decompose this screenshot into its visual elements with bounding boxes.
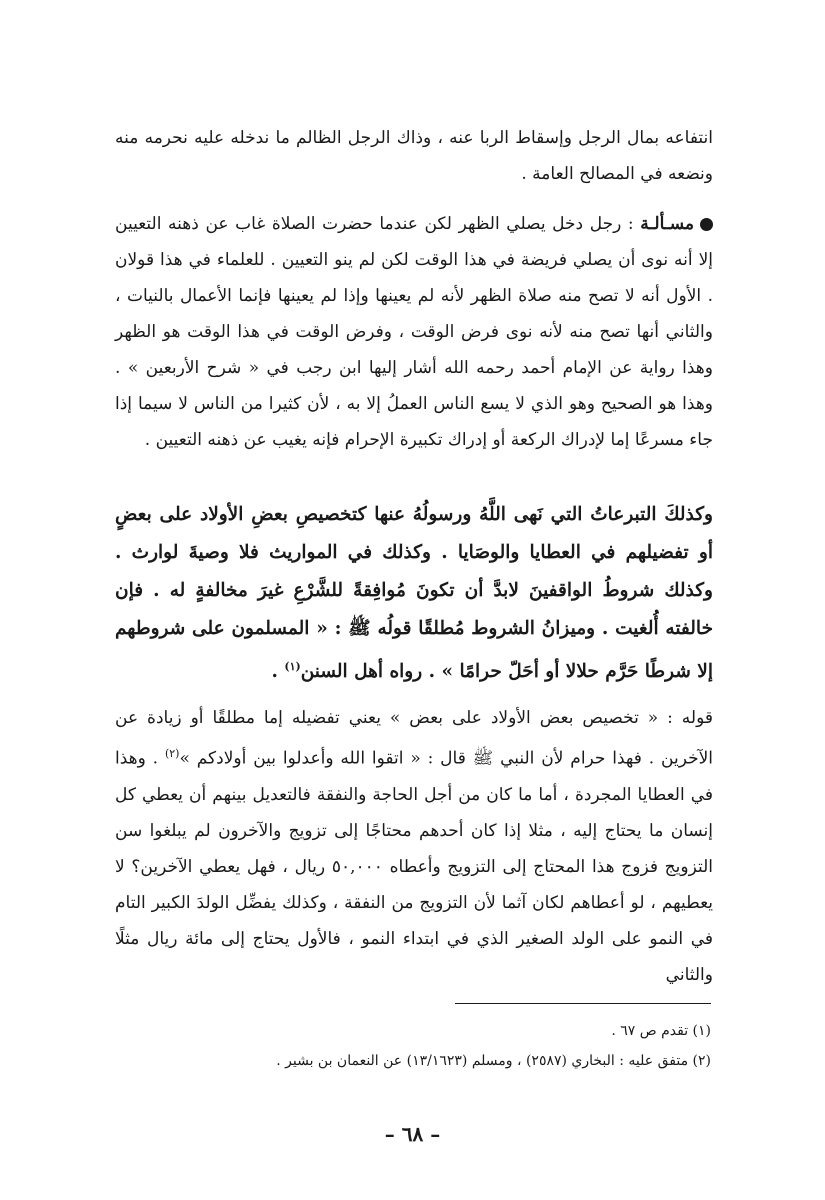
footnote-1: (١) تقدم ص ٦٧ . [611,1023,711,1039]
footnote-ref-2[interactable]: (٢) [164,747,180,760]
footnote-2: (٢) متفق عليه : البخاري (٢٥٨٧) ، ومسلم (١٣/١٦٢٣) عن النعمان بن بشير . [276,1053,711,1069]
footnote-divider [455,1003,711,1004]
paragraph-intro [115,120,713,192]
paragraph-matn [115,496,713,691]
commentary-text: قوله : « تخصيص بعض الأولاد على بعض » يعني تفضيله إما مطلقًا أو زيادة عن الآخرين . فهذا حرام لأن النبي ﷺ قال : « اتقوا الله وأعدلوا بين أولادكم » [115,708,713,769]
matn-text: وكذلكَ التبرعاتُ التي نَهى اللَّهُ ورسولُهُ عنها كتخصيصِ بعضِ الأولاد على بعضٍ أو تفضيلهم في العطايا والوصَايا . وكذلك في المواريث فلا وصيةَ لوارث . وكذلك شروطُ الواقفينَ لابدَّ أن تكونَ مُوافِقةً للشَّرْعِ غيرَ مخالفةٍ له . فإن خالفته أُلغيت . وميزانُ الشروط مُطلقًا قولُه ﷺ : « المسلمون على شروطهم إلا شرطًا حَرَّم حلالا أو أحَلّ حرامًا » . رواه أهل السنن [115,504,713,683]
masala-text: : رجل دخل يصلي الظهر لكن عندما حضرت الصلاة غاب عن ذهنه التعيين إلا أنه نوى أن يصلي فريضة في هذا الوقت لكن لم ينو التعيين . للعلماء في هذا قولان . الأول أنه لا تصح منه صلاة الظهر لأنه لم يعينها وإذا لم يعينها فإنما الأعمال بالنيات ، والثاني أنها تصح منه لأنه نوى فرض الوقت ، وفرض الوقت في هذا الوقت هو الظهر وهذا رواية عن الإمام أحمد رحمه الله أشار إليها ابن رجب في « شرح الأربعين » . وهذا هو الصحيح وهو الذي لا يسع الناس العملُ إلا به ، لأن كثيرا من الناس لا سيما إذا جاء مسرعًا إما لإدراك الركعة أو إدراك تكبيرة الإحرام فإنه يغيب عن ذهنه التعيين . [115,214,713,450]
footnote-ref-1[interactable]: (١) [284,660,301,673]
footnotes [113,1016,711,1076]
paragraph-commentary [115,700,713,993]
paragraph-intro-text: انتفاعه بمال الرجل وإسقاط الربا عنه ، وذاك الرجل الظالم ما ندخله عليه نحرمه منه ونضعه في المصالح العامة . [115,128,713,184]
matn-end: . [271,661,285,683]
paragraph-masala [115,206,713,458]
page-number: – ٦٨ – [384,1122,441,1146]
bullet-icon [700,218,713,231]
masala-label: مسـألـة [640,214,695,234]
commentary-rest: . وهذا في العطايا المجردة ، أما ما كان من أجل الحاجة والنفقة فالتعديل بينهم أن يعطي كل إنسان ما يحتاج إليه ، مثلا إذا كان أحدهم محتاجًا إلى تزويج والآخرون لم يبلغوا سن التزويج فزوج هذا المحتاج إلى التزويج وأعطاه ٥٠,٠٠٠ ريال ، فهل يعطي الآخرين؟ لا يعطيهم ، لو أعطاهم لكان آثما لأن التزويج من النفقة ، وكذلك يفضِّل الولدَ الكبير التام في النمو على الولد الصغير الذي في ابتداء النمو ، فالأول يحتاج إلى مائة ريال مثلًا والثاني [115,748,714,985]
